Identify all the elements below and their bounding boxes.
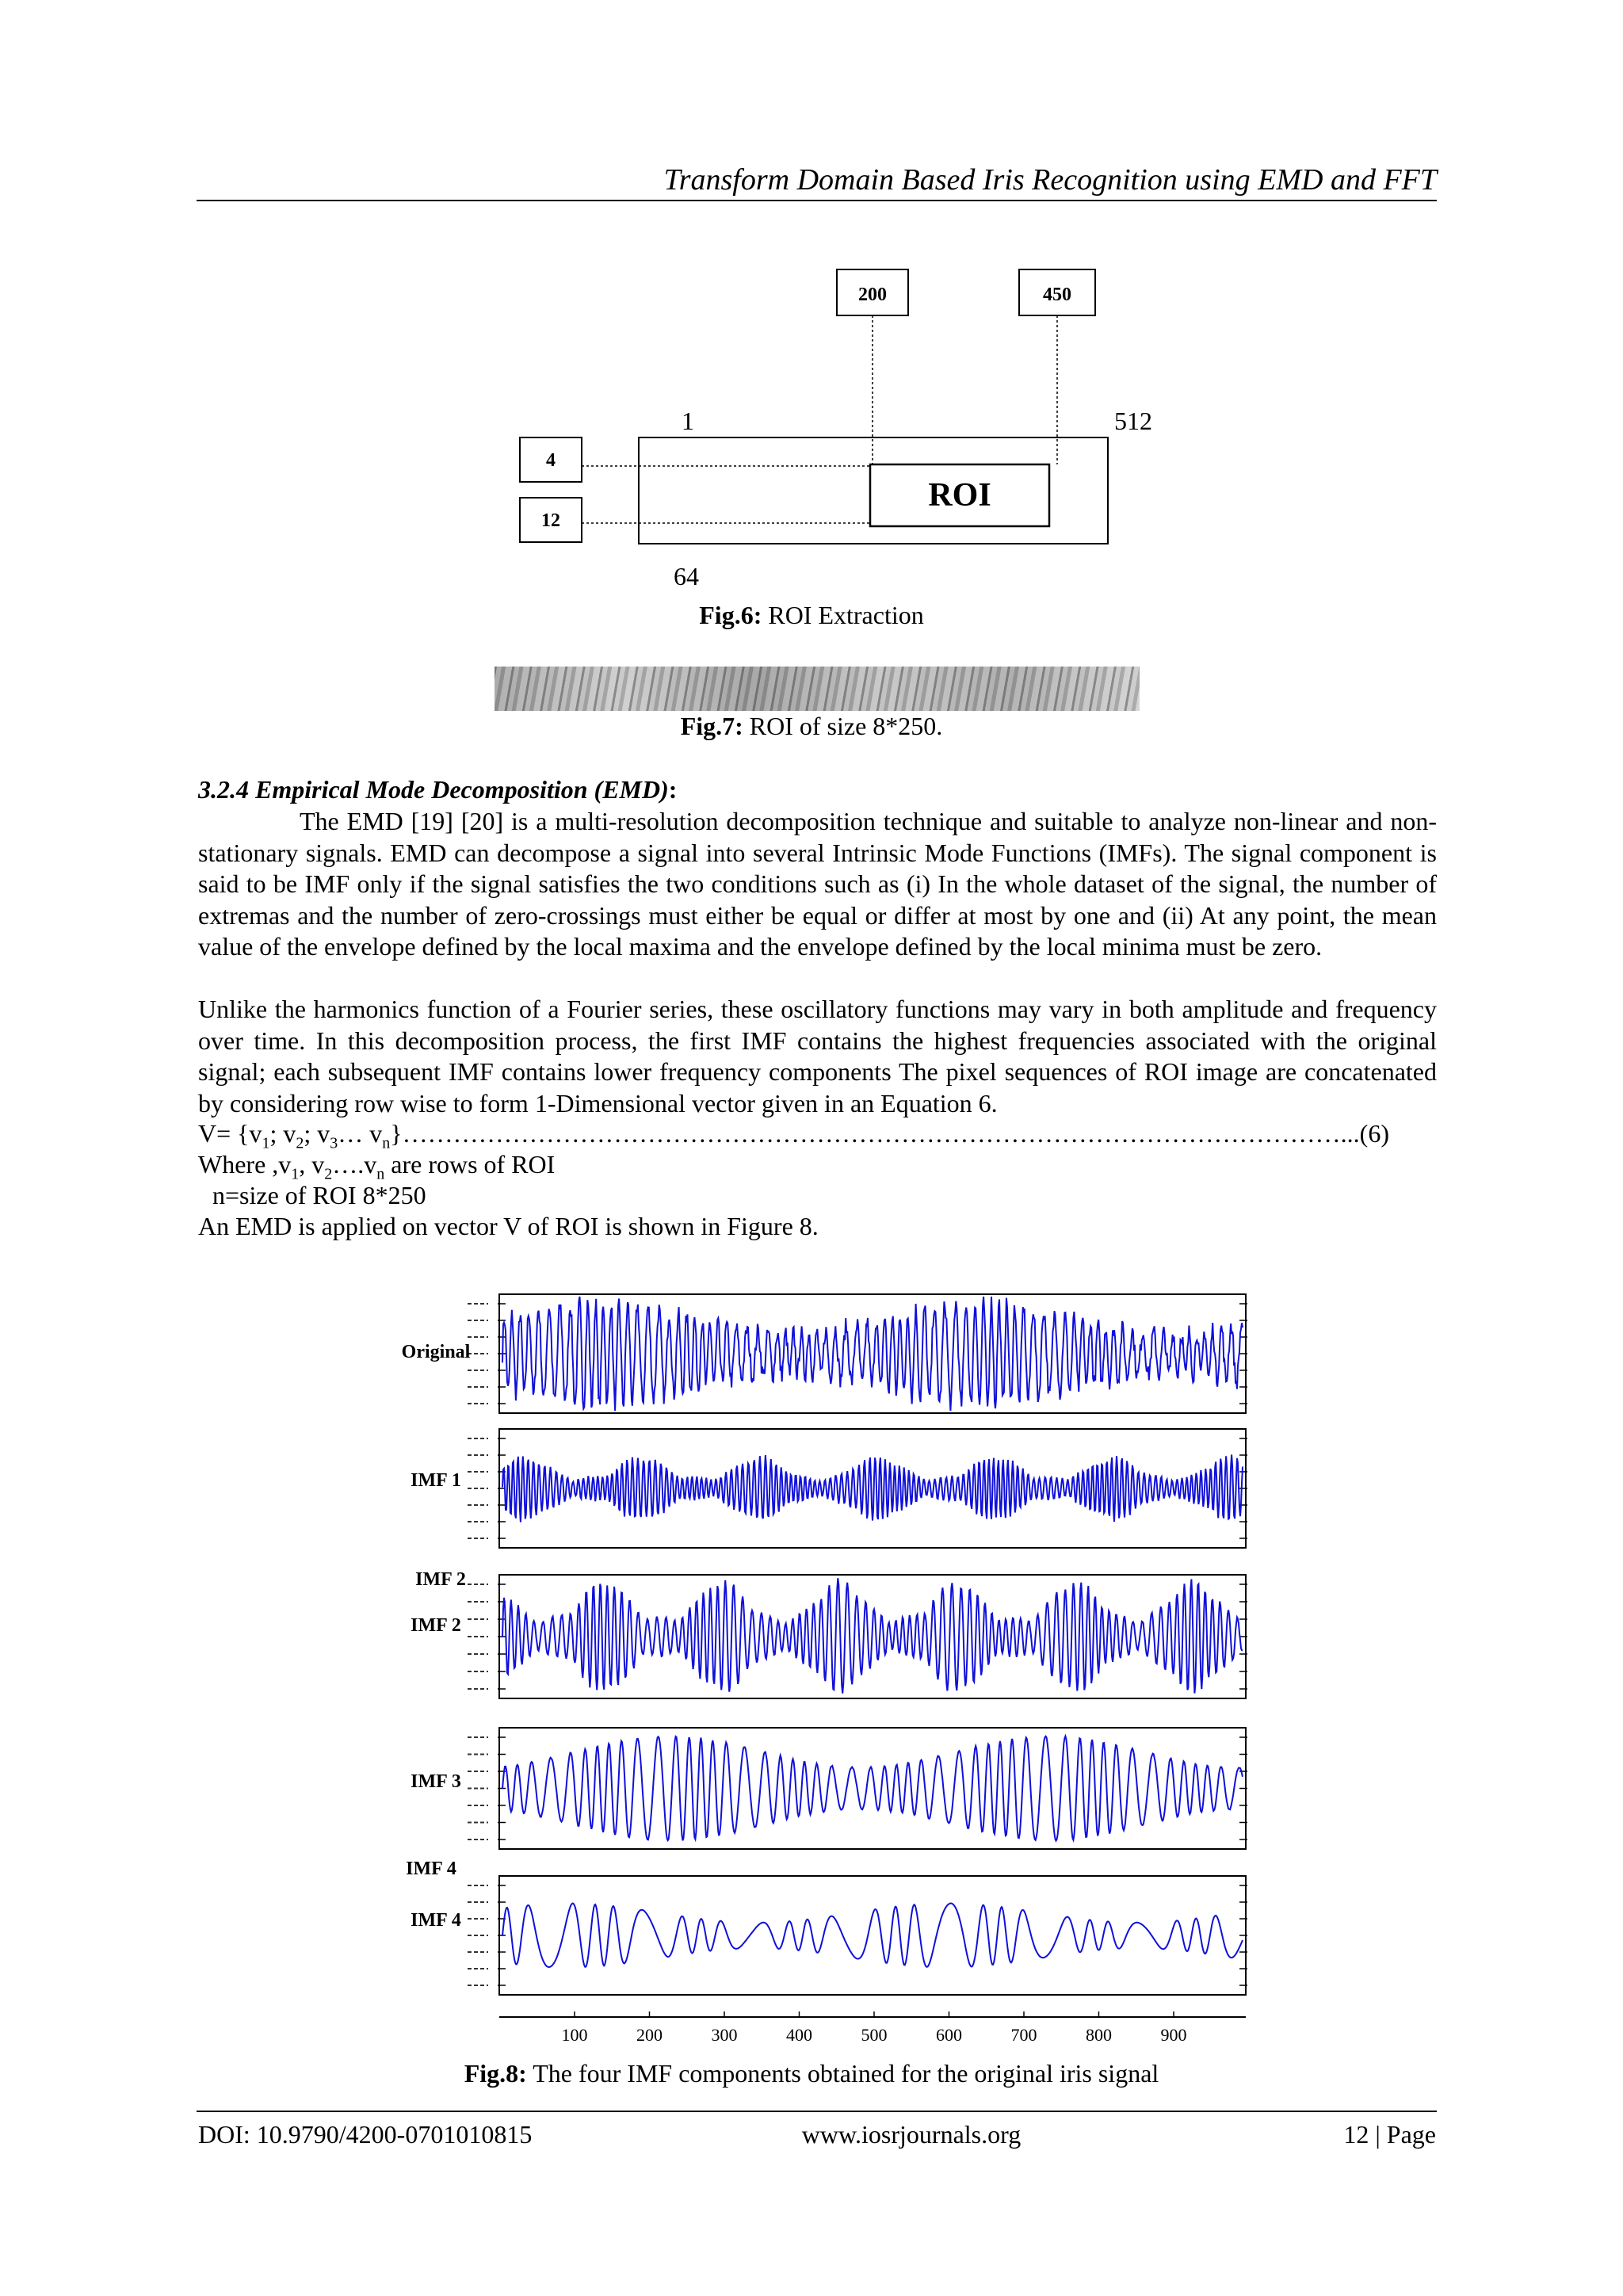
signal-trace	[502, 1297, 1243, 1411]
label-12: 12	[541, 510, 560, 531]
eq-sub: 3	[330, 1134, 338, 1152]
eq-sub: n	[382, 1134, 391, 1152]
label-col-end: 512	[1114, 407, 1152, 435]
footer-page: 12 | Page	[1343, 2120, 1436, 2149]
iris-strip-box	[639, 437, 1108, 544]
where-part: are rows of ROI	[384, 1150, 556, 1179]
fig8-caption-text: The four IMF components obtained for the original iris signal	[526, 2059, 1159, 2088]
panel-label: IMF 4	[411, 1910, 461, 1931]
where-sub: n	[376, 1165, 385, 1183]
roi-label: ROI	[928, 477, 991, 514]
paragraph-imf-description: Unlike the harmonics function of a Fourier series, these oscillatory functions may vary in both amplitude and frequency over time. In this decomposition process, the first IMF contains the highest frequencies associated with the original signal; each subsequent IMF contains lower frequency components The pixel sequences of ROI image are concatenated by considering row wise to form 1-Dimensional vector given in an Equation 6.	[198, 995, 1437, 1117]
where-line	[198, 1150, 555, 1183]
x-tick-label: 200	[636, 2025, 663, 2045]
section-heading	[198, 775, 677, 804]
eq-part: ; v	[269, 1119, 296, 1148]
x-tick-label: 900	[1160, 2025, 1187, 2045]
panel-label: IMF 1	[411, 1470, 461, 1491]
x-tick-label: 100	[561, 2025, 588, 2045]
extra-panel-label: IMF 2	[415, 1569, 466, 1590]
label-450: 450	[1043, 285, 1071, 305]
panel-label: IMF 3	[411, 1771, 461, 1792]
eq-sub: 2	[296, 1134, 304, 1152]
panel-label: Original	[401, 1342, 471, 1362]
x-tick-label: 500	[861, 2025, 888, 2045]
where-sub: 2	[324, 1165, 333, 1183]
roi-image	[495, 667, 1140, 711]
footer-site: www.iosrjournals.org	[801, 2120, 1022, 2149]
equation-6	[198, 1119, 1437, 1152]
label-200: 200	[858, 285, 887, 305]
x-tick-label: 300	[711, 2025, 738, 2045]
footer-doi: DOI: 10.9790/4200-0701010815	[198, 2120, 533, 2149]
fig7-caption	[0, 712, 1623, 741]
running-head: Transform Domain Based Iris Recognition using EMD and FFT	[663, 163, 1437, 197]
extra-panel-label: IMF 4	[406, 1859, 456, 1879]
figure-reference: An EMD is applied on vector V of ROI is shown in Figure 8.	[198, 1212, 819, 1240]
signal-trace	[502, 1736, 1243, 1841]
signal-trace	[502, 1578, 1243, 1693]
section-heading-text: 3.2.4 Empirical Mode Decomposition (EMD)	[198, 775, 669, 804]
roi-extraction-diagram	[507, 262, 1173, 602]
x-tick-label: 400	[786, 2025, 812, 2045]
fig7-caption-label: Fig.7:	[680, 712, 743, 740]
label-col-start: 1	[682, 407, 694, 435]
panel-label: IMF 2	[411, 1615, 461, 1636]
imf-figure	[357, 1288, 1276, 2053]
signal-trace	[502, 1904, 1243, 1968]
header-rule	[197, 200, 1437, 201]
where-part: , v	[299, 1150, 325, 1179]
fig6-caption-label: Fig.6:	[699, 601, 762, 629]
fig7-caption-text: ROI of size 8*250.	[743, 712, 943, 740]
eq-leader-dots: …………………………………………………………………………………………………...	[402, 1119, 1360, 1148]
footer-rule	[197, 2111, 1437, 2112]
x-tick-label: 700	[1010, 2025, 1037, 2045]
eq-part: }	[390, 1119, 403, 1148]
label-4: 4	[546, 450, 556, 471]
eq-sub: 1	[262, 1134, 270, 1152]
fig8-caption	[0, 2059, 1623, 2088]
where-sub: 1	[291, 1165, 300, 1183]
where-part: Where ,v	[198, 1150, 292, 1179]
fig6-caption-text: ROI Extraction	[762, 601, 924, 629]
imf-panel-frame	[499, 1876, 1246, 1995]
eq-part: … v	[338, 1119, 383, 1148]
fig8-caption-label: Fig.8:	[464, 2059, 527, 2088]
eq-part: V= {v	[198, 1119, 262, 1148]
signal-trace	[502, 1454, 1243, 1522]
eq-part: ; v	[304, 1119, 330, 1148]
where-part: ….v	[332, 1150, 377, 1179]
section-heading-colon: :	[668, 775, 678, 804]
n-definition: n=size of ROI 8*250	[212, 1181, 426, 1209]
x-tick-label: 800	[1086, 2025, 1112, 2045]
paragraph-emd-definition: The EMD [19] [20] is a multi-resolution decomposition technique and suitable to analyze non-linear and non-stationary signals. EMD can decompose a signal into several Intrinsic Mode Functions (IMFs). The signal component is said to be IMF only if the signal satisfies the two conditions such as (i) In the whole dataset of the signal, the number of extremas and the number of zero-crossings must either be equal or differ at most by one and (ii) At any point, the mean value of the envelope defined by the local maxima and the envelope defined by the local minima must be zero.	[198, 807, 1437, 961]
label-rows: 64	[674, 562, 699, 590]
x-tick-label: 600	[936, 2025, 962, 2045]
fig6-caption	[0, 601, 1623, 630]
eq-number: (6)	[1359, 1119, 1389, 1148]
